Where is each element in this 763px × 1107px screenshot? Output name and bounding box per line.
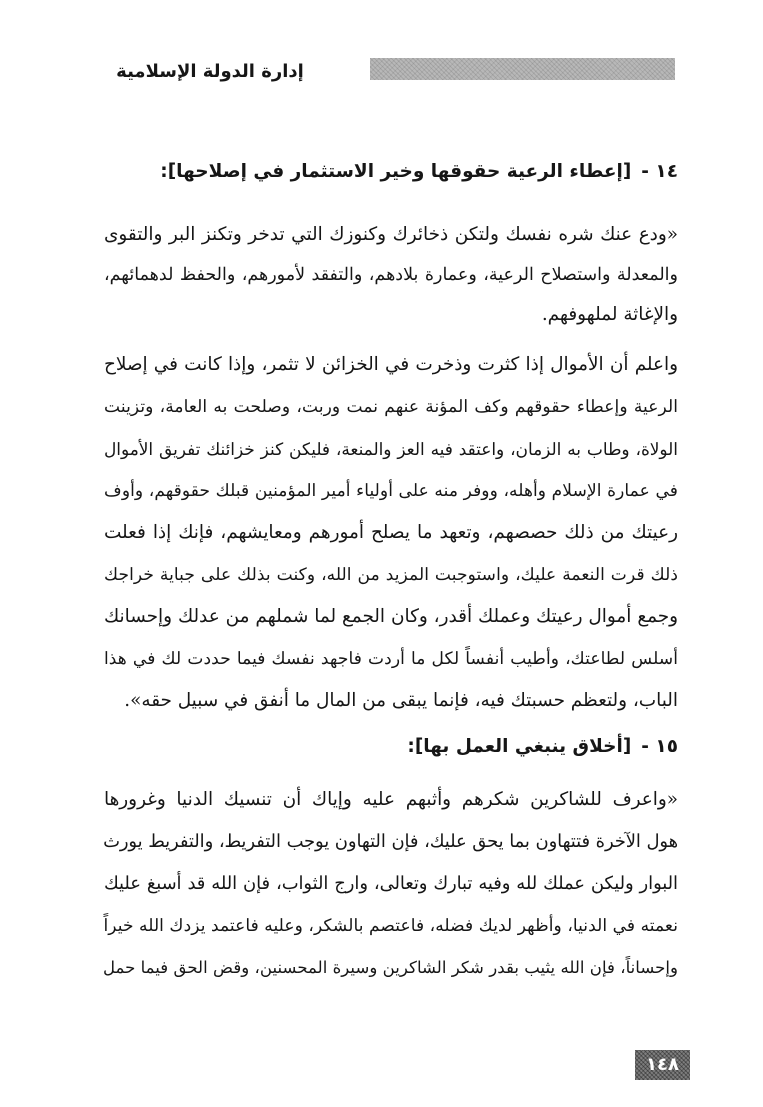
paragraph-line: «واعرف للشاكرين شكرهم وأثبهم عليه وإياك أن تنسيك الدنيا وغرورها xyxy=(104,789,678,810)
paragraph-line: وإحساناً، فإن الله يثيب بقدر شكر الشاكرين وسيرة المحسنين، وقض الحق فيما حمل xyxy=(102,958,678,977)
paragraph-line: الباب، ولتعظم حسبتك فيه، فإنما يبقى من المال ما أنفق في سبيل حقه». xyxy=(124,690,678,711)
running-header-title: إدارة الدولة الإسلامية xyxy=(116,61,304,82)
paragraph-line: وجمع أموال رعيتك وعملك أقدر، وكان الجمع لما شملهم من عدلك وإحسانك xyxy=(104,606,678,627)
section-14-heading xyxy=(104,152,678,192)
section-15-number: ١٥ - xyxy=(641,736,678,757)
paragraph-line: رعيتك من ذلك حصصهم، وتعهد ما يصلح أمورهم ومعايشهم، فإنك إذا فعلت xyxy=(104,522,678,543)
section-14-title: [إعطاء الرعية حقوقها وخير الاستثمار في إصلاحها]: xyxy=(160,161,632,182)
paragraph-line: هول الآخرة فتتهاون بما يحق عليك، فإن التهاون يوجب التفريط، والتفريط يورث xyxy=(103,831,678,852)
paragraph-line: واعلم أن الأموال إذا كثرت وذخرت في الخزائن لا تثمر، وإذا كانت في إصلاح xyxy=(104,354,678,375)
paragraph-line: ذلك قرت النعمة عليك، واستوجبت المزيد من الله، وكنت بذلك على جباية خراجك xyxy=(104,565,678,585)
paragraph-line: والإغاثة لملهوفهم. xyxy=(541,304,678,325)
paragraph-line: نعمته في الدنيا، وأظهر لديك فضله، فاعتصم بالشكر، وعليه فاعتمد يزدك الله خيراً xyxy=(103,916,678,936)
paragraph-line: «ودع عنك شره نفسك ولتكن ذخائرك وكنوزك التي تدخر وتكنز البر والتقوى xyxy=(104,224,678,245)
section-15-heading xyxy=(104,727,678,767)
paragraph-line: البوار وليكن عملك لله وفيه تبارك وتعالى، وارج الثواب، فإن الله قد أسبغ عليك xyxy=(104,873,678,894)
section-14-number: ١٤ - xyxy=(641,161,678,182)
header-decorative-band xyxy=(370,58,675,80)
page-number: ١٤٨ xyxy=(635,1050,690,1080)
paragraph-line: والمعدلة واستصلاح الرعية، وعمارة بلادهم، والتفقد لأمورهم، والحفظ لدهمائهم، xyxy=(104,265,678,285)
paragraph-line: في عمارة الإسلام وأهله، ووفر منه على أولياء أمير المؤمنين قبلك حقوقهم، وأوف xyxy=(104,481,678,501)
section-15-title: [أخلاق ينبغي العمل بها]: xyxy=(407,736,632,757)
paragraph-line: الولاة، وطاب به الزمان، واعتقد فيه العز والمنعة، فليكن كنز خزائنك تفريق الأموال xyxy=(104,439,678,459)
paragraph-line: أسلس لطاعتك، وأطيب أنفساً لكل ما أردت فاجهد نفسك فيما حددت لك في هذا xyxy=(104,649,678,669)
paragraph-line: الرعية وإعطاء حقوقهم وكف المؤنة عنهم نمت وربت، وصلحت به العامة، وتزينت xyxy=(104,397,678,417)
